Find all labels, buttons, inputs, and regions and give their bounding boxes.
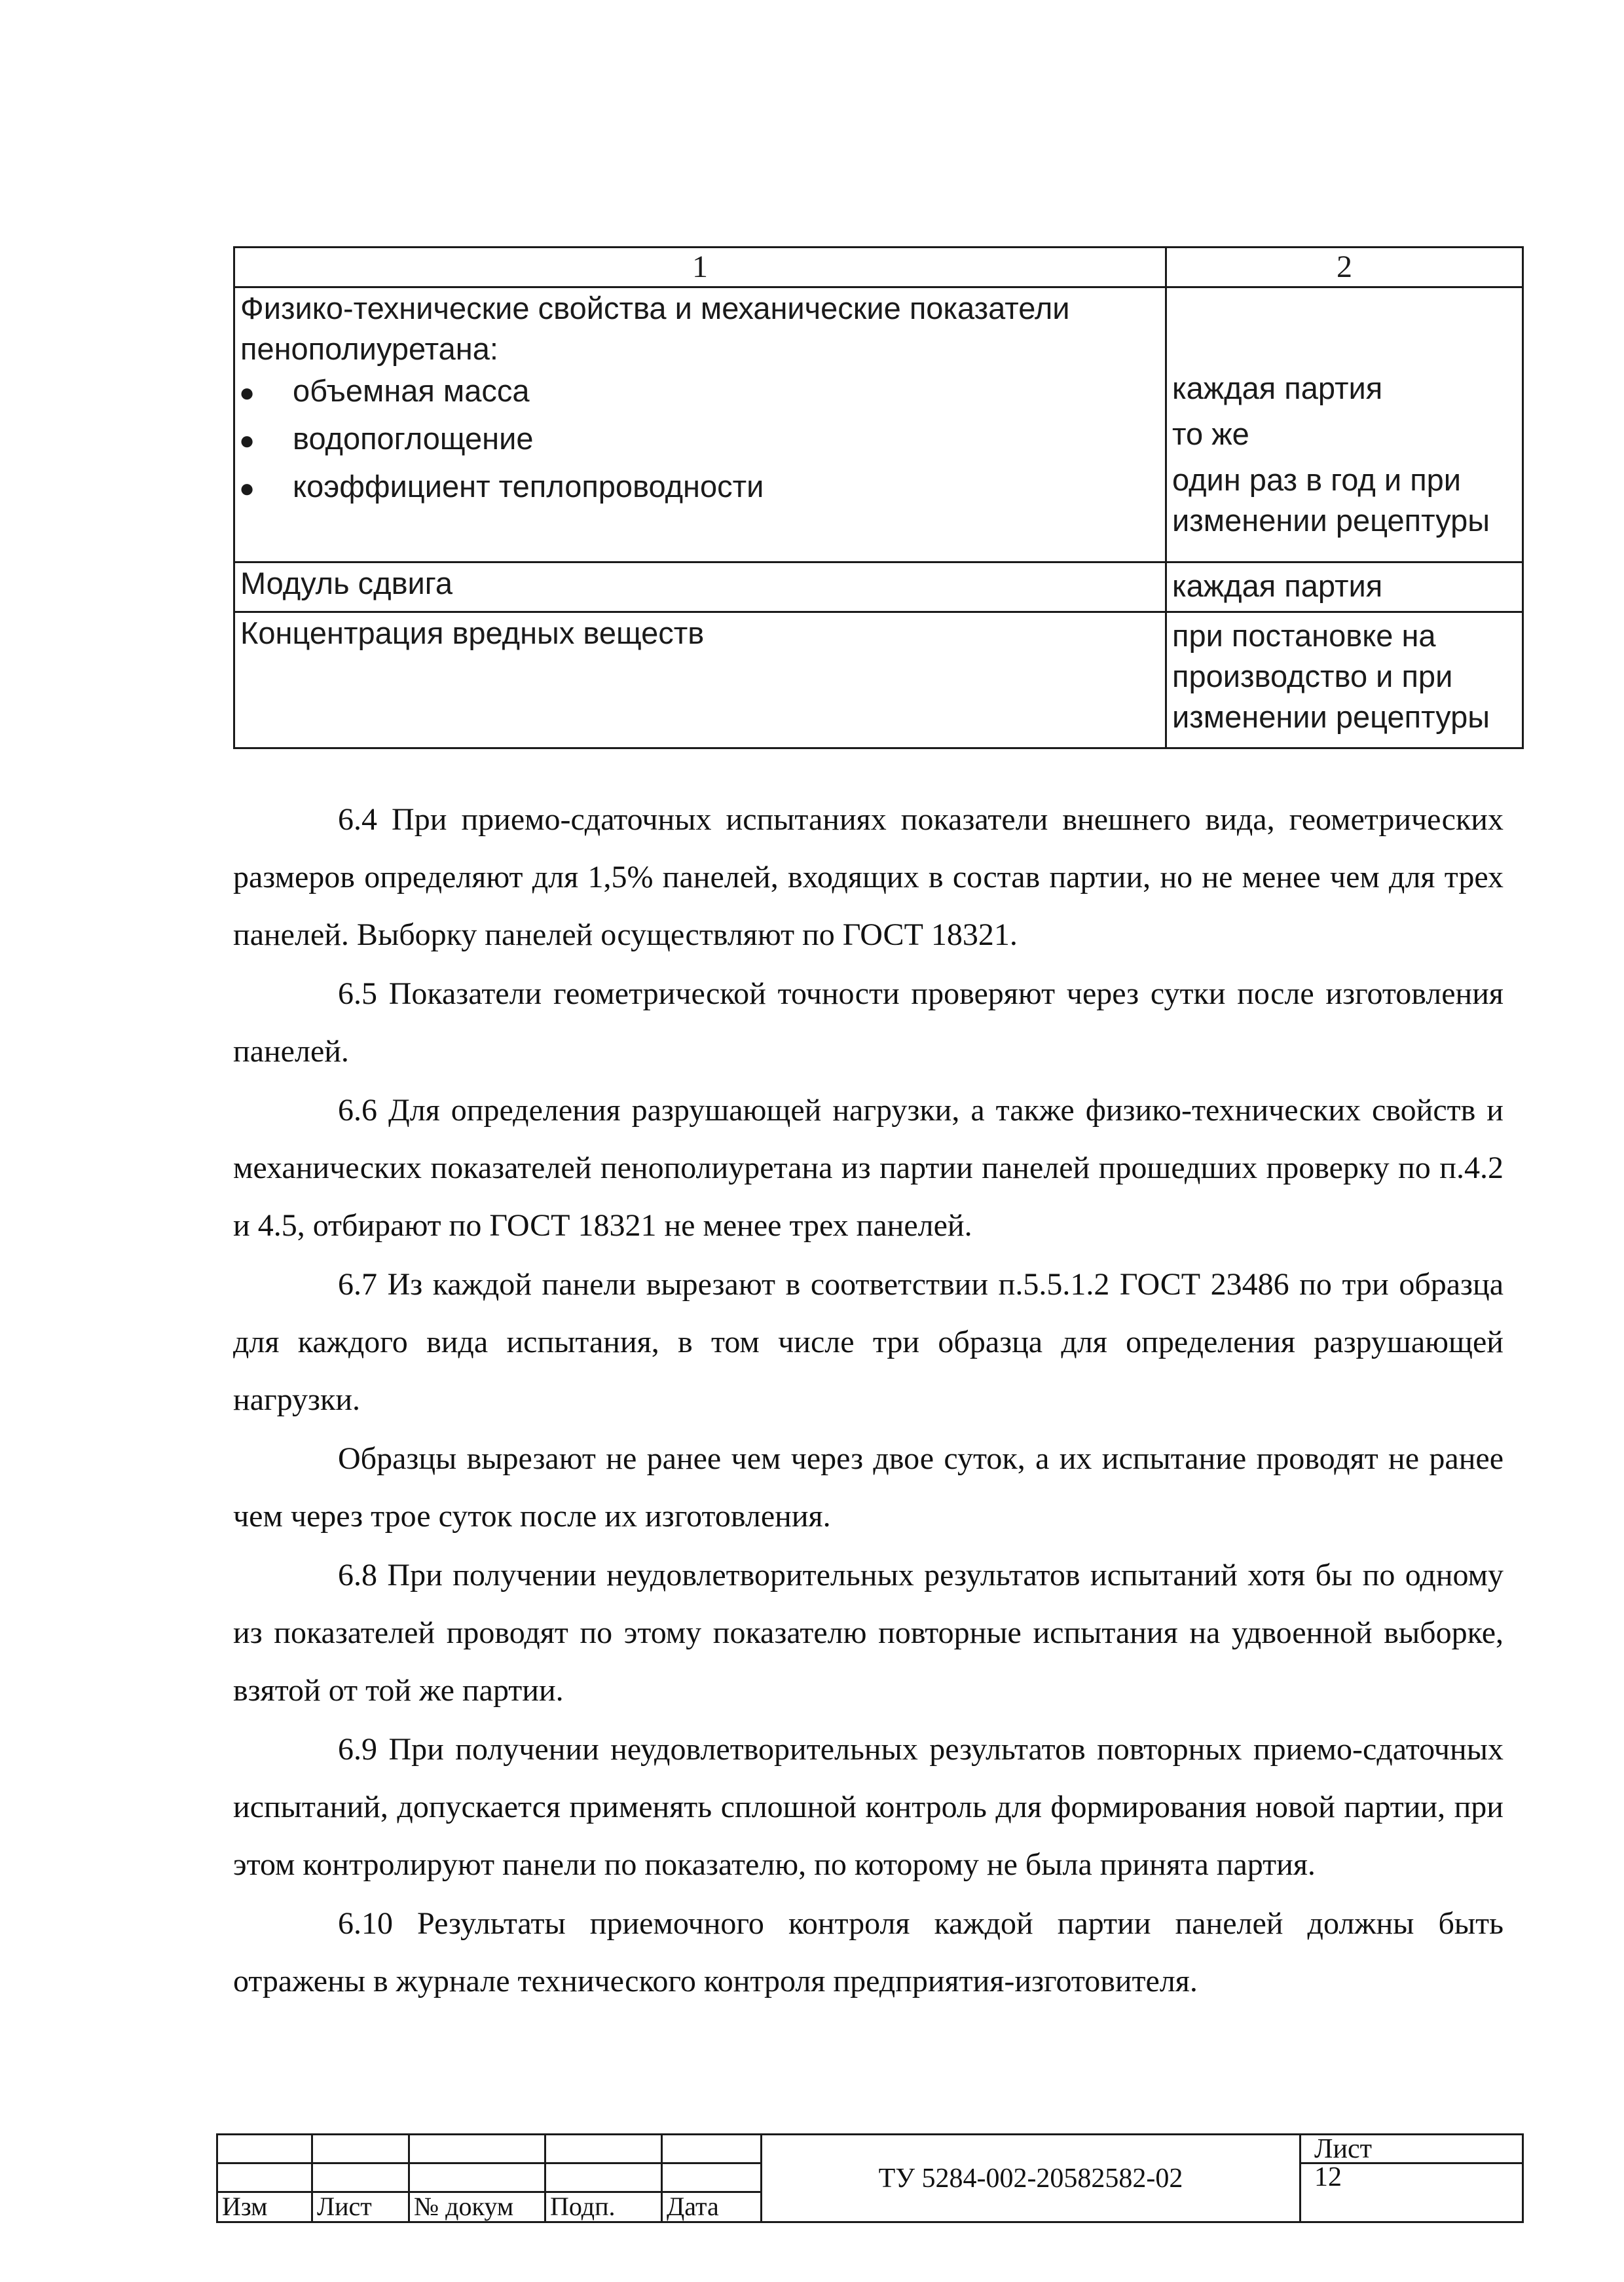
stamp-label-change: Изм (217, 2192, 312, 2222)
table-cell-right (1166, 287, 1523, 562)
cell-value: то же (1172, 416, 1249, 451)
column-header-2: 2 (1166, 248, 1523, 287)
title-block-table (216, 2133, 1524, 2223)
table-row (234, 287, 1523, 562)
table-header-row (234, 248, 1523, 287)
list-item-label: коэффициент теплопроводности (293, 469, 764, 504)
list-item (235, 418, 1165, 461)
paragraph-6-4: 6.4 При приемо-сдаточных испытаниях показатели внешнего вида, геометрических размеров определяют для 1,5% панелей, входящих в состав партии, но не менее чем для трех панелей. Выборку панелей осуществляют по ГОСТ 18321. (233, 802, 1504, 952)
list-item-label: водопоглощение (293, 421, 534, 456)
table-cell-right (1166, 612, 1523, 748)
table-row (234, 562, 1523, 612)
paragraph-6-9: 6.9 При получении неудовлетворительных результатов повторных приемо-сдаточных испытаний, допускается применять сплошной контроль для формирования новой партии, при этом контролируют панели по показателю, по которому не была принята партия. (233, 1732, 1504, 1882)
paragraph-6-10: 6.10 Результаты приемочного контроля каждой партии панелей должны быть отражены в журнале технического контроля предприятия-изготовителя. (233, 1906, 1504, 1998)
cell-value: Концентрация вредных веществ (240, 616, 705, 650)
stamp-cell (409, 2135, 545, 2163)
cell-value: при постановке на производство и при изменении рецептуры (1172, 618, 1490, 734)
sheet-number: 12 (1301, 2163, 1523, 2222)
stamp-cell (312, 2163, 409, 2192)
bullet-icon: ● (239, 474, 255, 503)
paragraph-6-5: 6.5 Показатели геометрической точности проверяют через сутки после изготовления панелей. (233, 976, 1504, 1069)
cell-value: один раз в год и при изменении рецептуры (1172, 462, 1490, 538)
stamp-label-sheet: Лист (312, 2192, 409, 2222)
cell-value: Модуль сдвига (240, 566, 453, 600)
table-cell-left (234, 612, 1166, 748)
stamp-cell (217, 2135, 312, 2163)
table-cell-left (234, 562, 1166, 612)
stamp-cell (545, 2135, 662, 2163)
cell-value: каждая партия (1172, 568, 1383, 603)
stamp-cell (409, 2163, 545, 2192)
list-item-label: объемная масса (293, 373, 530, 408)
document-code: ТУ 5284-002-20582582-02 (762, 2135, 1301, 2222)
stamp-label-signature: Подп. (545, 2192, 662, 2222)
paragraph-samples: Образцы вырезают не ранее чем через двое суток, а их испытание проводят не ранее чем через трое суток после их изготовления. (233, 1441, 1504, 1534)
table-cell-left (234, 287, 1166, 562)
table-cell-right (1166, 562, 1523, 612)
paragraph-6-8: 6.8 При получении неудовлетворительных результатов испытаний хотя бы по одному из показателей проводят по этому показателю повторные испытания на удвоенной выборке, взятой от той же партии. (233, 1558, 1504, 1708)
stamp-label-document: № докум (409, 2192, 545, 2222)
sheet-label: Лист (1301, 2135, 1523, 2163)
stamp-label-date: Дата (662, 2192, 762, 2222)
stamp-cell (217, 2163, 312, 2192)
stamp-cell (662, 2135, 762, 2163)
column-header-1: 1 (234, 248, 1166, 287)
paragraph-6-7: 6.7 Из каждой панели вырезают в соответствии п.5.5.1.2 ГОСТ 23486 по три образца для каждого вида испытания, в том числе три образца для определения разрушающей нагрузки. (233, 1267, 1504, 1417)
list-item (235, 466, 1165, 509)
cell-value: каждая партия (1172, 371, 1383, 405)
bullet-icon: ● (239, 378, 255, 407)
stamp-cell (545, 2163, 662, 2192)
control-table (233, 246, 1524, 749)
row-title: Физико-технические свойства и механические показатели пенополиуретана: (240, 291, 1070, 366)
title-block (216, 2133, 1522, 2221)
stamp-cell (662, 2163, 762, 2192)
stamp-cell (312, 2135, 409, 2163)
bullet-icon: ● (239, 426, 255, 455)
body-text (233, 791, 1504, 2010)
paragraph-6-6: 6.6 Для определения разрушающей нагрузки, а также физико-технических свойств и механических показателей пенополиуретана из партии панелей прошедших проверку по п.4.2 и 4.5, отбирают по ГОСТ 18321 не менее трех панелей. (233, 1093, 1504, 1243)
table-row (234, 612, 1523, 748)
list-item (235, 371, 1165, 413)
